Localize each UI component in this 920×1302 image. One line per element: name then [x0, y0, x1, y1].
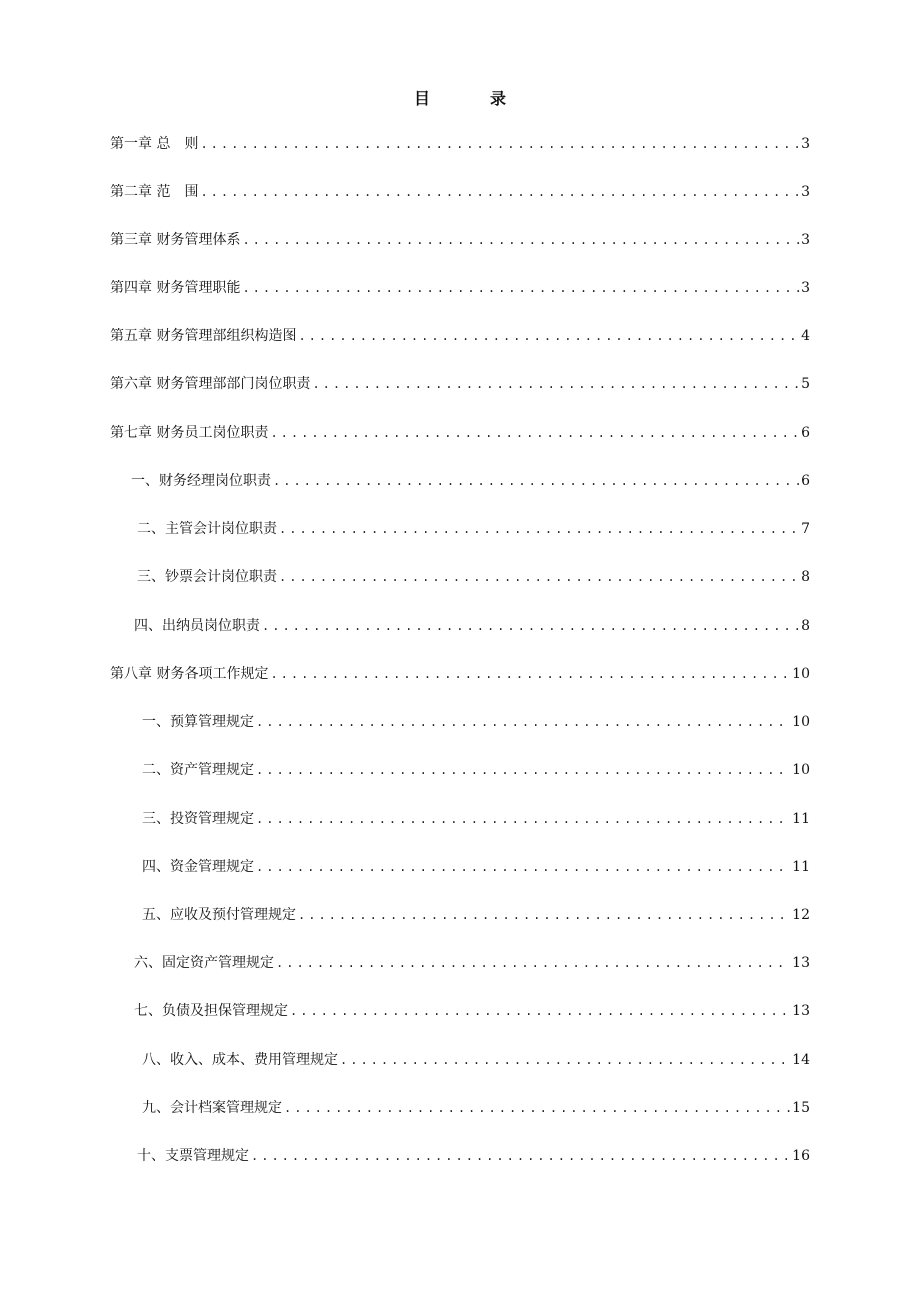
toc-entry-label: 七、负债及担保管理规定: [134, 1003, 288, 1019]
dot-leader: [284, 1097, 790, 1119]
toc-entry-page: 3: [801, 280, 810, 296]
toc-entry-label: 五、应收及预付管理规定: [142, 907, 296, 923]
toc-entry-label: 第三章 财务管理体系: [110, 232, 241, 248]
dot-leader: [262, 615, 799, 637]
toc-entry-page: 14: [792, 1052, 810, 1068]
toc-entry-label: 第八章 财务各项工作规定: [110, 666, 269, 682]
toc-entry-page: 6: [801, 425, 810, 441]
toc-entry[interactable]: [142, 759, 810, 781]
toc-entry-label: 九、会计档案管理规定: [142, 1100, 282, 1116]
dot-leader: [273, 470, 799, 492]
dot-leader: [256, 711, 790, 733]
toc-entry-label: 第一章 总 则: [110, 136, 199, 152]
toc-entry-label: 二、资产管理规定: [142, 762, 254, 778]
toc-entry[interactable]: [110, 181, 810, 203]
dot-leader: [290, 1000, 790, 1022]
toc-entry[interactable]: [110, 277, 810, 299]
toc-entry[interactable]: [110, 663, 810, 685]
dot-leader: [340, 1049, 790, 1071]
toc-entry[interactable]: [142, 904, 810, 926]
toc-entry-label: 第二章 范 围: [110, 184, 199, 200]
toc-entry-page: 13: [792, 1003, 810, 1019]
toc-entry-label: 第六章 财务管理部部门岗位职责: [110, 376, 311, 392]
toc-entry-page: 3: [801, 184, 810, 200]
dot-leader: [200, 133, 799, 155]
toc-entry-page: 10: [792, 714, 810, 730]
toc-entry[interactable]: [131, 470, 810, 492]
dot-leader: [256, 856, 790, 878]
toc-entry-label: 三、投资管理规定: [142, 811, 254, 827]
toc-entry-page: 3: [801, 232, 810, 248]
toc-entry-page: 12: [792, 907, 810, 923]
toc-entry-page: 10: [792, 762, 810, 778]
toc-entry-page: 10: [792, 666, 810, 682]
dot-leader: [242, 229, 799, 251]
dot-leader: [279, 566, 799, 588]
toc-entry-label: 四、资金管理规定: [142, 859, 254, 875]
toc-entry-page: 8: [801, 618, 810, 634]
dot-leader: [242, 277, 799, 299]
dot-leader: [279, 518, 799, 540]
toc-entry[interactable]: [110, 229, 810, 251]
toc-entry[interactable]: [134, 952, 810, 974]
toc-entry-page: 3: [801, 136, 810, 152]
toc-entry-page: 8: [801, 569, 810, 585]
dot-leader: [298, 325, 799, 347]
toc-entry[interactable]: [137, 518, 810, 540]
toc-entry-page: 4: [801, 328, 810, 344]
toc-entry-page: 7: [801, 521, 810, 537]
toc-entry-page: 13: [792, 955, 810, 971]
toc-entry-page: 11: [792, 811, 810, 827]
toc-entry-label: 第五章 财务管理部组织构造图: [110, 328, 297, 344]
toc-entry[interactable]: [142, 711, 810, 733]
toc-entry[interactable]: [110, 422, 810, 444]
toc-entry[interactable]: [134, 1000, 810, 1022]
toc-entry-label: 第七章 财务员工岗位职责: [110, 425, 269, 441]
toc-entry-page: 11: [792, 859, 810, 875]
toc-entry-label: 一、财务经理岗位职责: [131, 473, 271, 489]
dot-leader: [298, 904, 790, 926]
toc-entry-page: 5: [801, 376, 810, 392]
dot-leader: [256, 808, 790, 830]
toc-entry-label: 八、收入、成本、费用管理规定: [142, 1052, 338, 1068]
dot-leader: [270, 663, 790, 685]
toc-entry[interactable]: [134, 615, 810, 637]
toc-entry-label: 一、预算管理规定: [142, 714, 254, 730]
dot-leader: [270, 422, 799, 444]
toc-entry-label: 三、钞票会计岗位职责: [137, 569, 277, 585]
dot-leader: [251, 1145, 790, 1167]
dot-leader: [256, 759, 790, 781]
toc-entry-label: 十、支票管理规定: [137, 1148, 249, 1164]
toc-entry-label: 二、主管会计岗位职责: [137, 521, 277, 537]
toc-entry-page: 16: [792, 1148, 810, 1164]
toc-entry[interactable]: [137, 566, 810, 588]
toc-entry-page: 6: [801, 473, 810, 489]
dot-leader: [200, 181, 799, 203]
toc-title: 目 录: [413, 89, 528, 108]
toc-entry[interactable]: [142, 856, 810, 878]
dot-leader: [276, 952, 790, 974]
toc-entry[interactable]: [142, 808, 810, 830]
toc-entry-label: 六、固定资产管理规定: [134, 955, 274, 971]
dot-leader: [312, 373, 799, 395]
toc-entry[interactable]: [142, 1049, 810, 1071]
toc-entry-label: 第四章 财务管理职能: [110, 280, 241, 296]
toc-entry[interactable]: [110, 373, 810, 395]
toc-entry[interactable]: [142, 1097, 810, 1119]
toc-entry[interactable]: [110, 133, 810, 155]
toc-entry-label: 四、出纳员岗位职责: [134, 618, 260, 634]
toc-entry-page: 15: [792, 1100, 810, 1116]
toc-entry[interactable]: [110, 325, 810, 347]
toc-entry[interactable]: [137, 1145, 810, 1167]
